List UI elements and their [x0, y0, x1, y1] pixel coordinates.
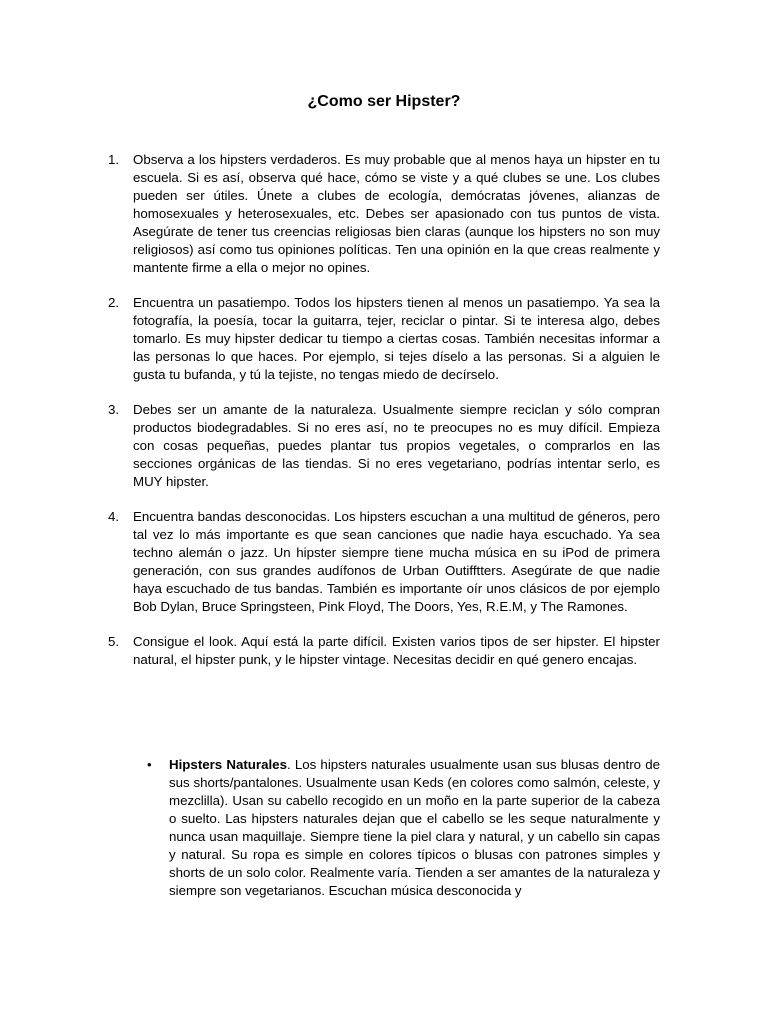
bullet-icon: • — [147, 757, 152, 772]
bullet-item-heading: Hipsters Naturales — [169, 757, 287, 772]
list-item-number: 3. — [108, 402, 120, 417]
list-item-text: Debes ser un amante de la naturaleza. Usualmente siempre reciclan y sólo compran productos biodegradables. Si no eres así, no te preocupes no es muy difícil. Empieza con cosas pequeñas, puedes plantar tus propios vegetales, o comprarlos en las secciones orgánicas de las tiendas. Si no eres vegetariano, podrías intentar serlo, es MUY hipster. — [133, 402, 660, 489]
list-item-text: Encuentra un pasatiempo. Todos los hipsters tienen al menos un pasatiempo. Ya sea la fotografía, la poesía, tocar la guitarra, tejer, reciclar o pintar. Si te interesa algo, debes tomarlo. Es muy hipster dedicar tu tiempo a ciertas cosas. También necesitas informar a las personas lo que haces. Por ejemplo, si tejes díselo a las personas. Si a alguien le gusta tu bufanda, y tú la tejiste, no tengas miedo de decírselo. — [133, 295, 660, 382]
list-item-number: 1. — [108, 152, 120, 167]
list-item-text: Encuentra bandas desconocidas. Los hipsters escuchan a una multitud de géneros, pero tal vez lo más importante es que sean canciones que nadie haya escuchado. Ya sea techno alemán o jazz. Un hipster siempre tiene mucha música en su iPod de primera generación, con sus grandes audífonos de Urban Outifftters. Asegúrate de que nadie haya escuchado de tus bandas. También es importante oír unos clásicos de por ejemplo Bob Dylan, Bruce Springsteen, Pink Floyd, The Doors, Yes, R.E.M, y The Ramones. — [133, 509, 660, 614]
page-title: ¿Como ser Hipster? — [307, 93, 461, 110]
list-item-number: 2. — [108, 295, 120, 310]
bullet-item — [145, 756, 660, 900]
list-item — [108, 633, 660, 669]
list-item — [108, 294, 660, 384]
list-item — [108, 401, 660, 491]
numbered-list — [108, 151, 660, 686]
list-item-number: 4. — [108, 509, 120, 524]
list-item-text: Consigue el look. Aquí está la parte difícil. Existen varios tipos de ser hipster. El hipster natural, el hipster punk, y le hipster vintage. Necesitas decidir en qué genero encajas. — [133, 634, 660, 667]
list-item — [108, 508, 660, 616]
bullet-list — [145, 756, 660, 900]
list-item-text: Observa a los hipsters verdaderos. Es muy probable que al menos haya un hipster en tu escuela. Si es así, observa qué hace, cómo se viste y a qué clubes se une. Los clubes pueden ser útiles. Únete a clubes de ecología, demócratas jóvenes, alianzas de homosexuales y heterosexuales, etc. Debes ser apasionado con tus puntos de vista. Asegúrate de tener tus creencias religiosas bien claras (aunque los hipsters no son muy religiosos) así como tus opiniones políticas. Ten una opinión en la que creas realmente y mantente firme a ella o mejor no opines. — [133, 152, 660, 275]
bullet-item-text: . Los hipsters naturales usualmente usan sus blusas dentro de sus shorts/pantalones. Usualmente usan Keds (en colores como salmón, celeste, y mezclilla). Usan su cabello recogido en un moño en la parte superior de la cabeza o suelto. Las hipsters naturales dejan que el cabello se les seque naturalmente y nunca usan maquillaje. Siempre tiene la piel clara y natural, y un cabello sin capas y natural. Su ropa es simple en colores típicos o blusas con patrones simples y shorts de un solo color. Realmente varía. Tienden a ser amantes de la naturaleza y siempre son vegetarianos. Escuchan música desconocida y — [169, 757, 660, 898]
list-item-number: 5. — [108, 634, 120, 649]
list-item — [108, 151, 660, 277]
